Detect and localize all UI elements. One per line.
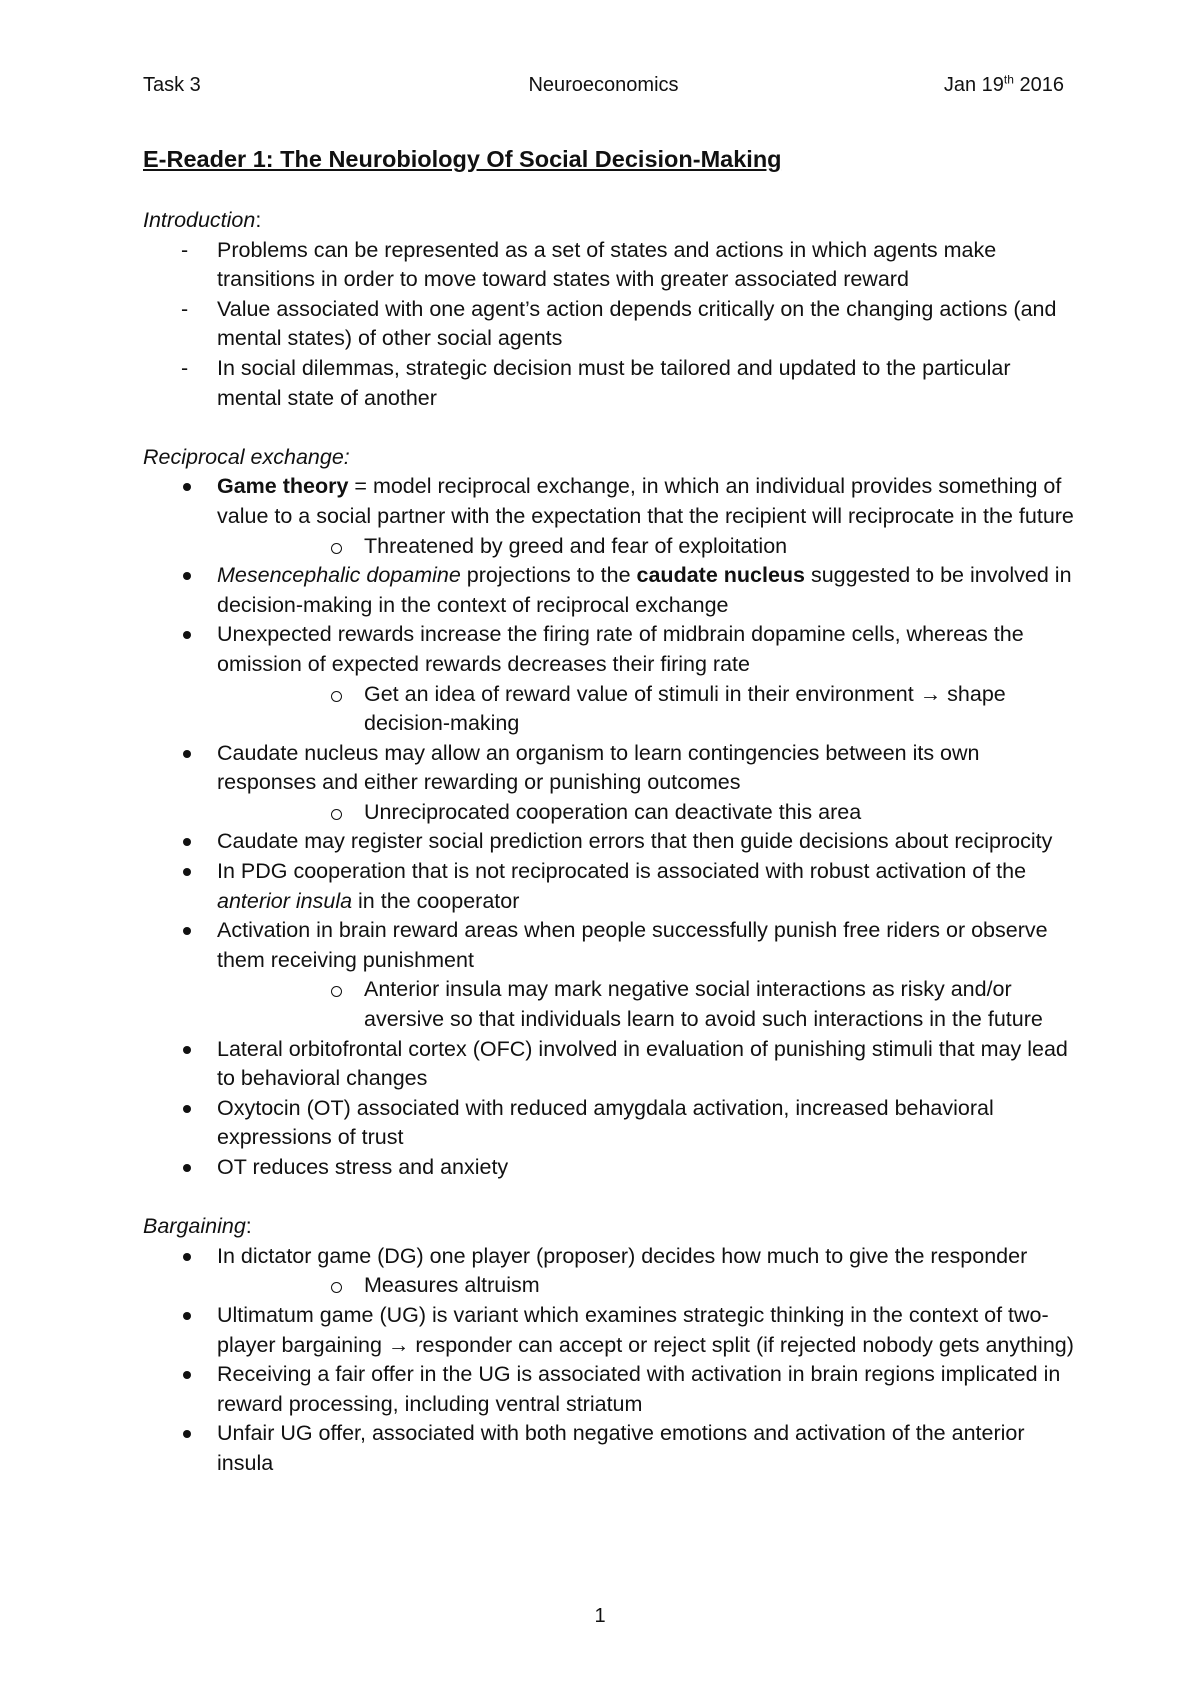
bullet-icon <box>183 927 191 935</box>
introduction-heading-colon: : <box>255 208 262 232</box>
sub-item-text: Get an idea of reward value of stimuli in their environment <box>364 681 920 706</box>
term-game-theory: Game theory <box>217 474 349 499</box>
list-item <box>143 916 1078 1034</box>
bullet-icon <box>183 1164 191 1172</box>
bullet-icon <box>183 750 191 758</box>
item-text: OT reduces stress and anxiety <box>217 1155 509 1179</box>
term-mesencephalic-dopamine: Mesencephalic dopamine <box>217 563 461 588</box>
introduction-list <box>143 236 1078 414</box>
sub-bullet-icon <box>331 691 342 702</box>
list-item <box>143 1094 1078 1153</box>
item-text: Caudate may register social prediction errors that then guide decisions about reciprocity <box>217 829 1053 854</box>
list-item <box>143 1301 1078 1360</box>
section-heading <box>143 206 1078 236</box>
section-introduction <box>143 206 1078 413</box>
section-reciprocal-exchange <box>143 443 1078 1183</box>
item-text: Receiving a fair offer in the UG is associated with activation in brain regions implicated in reward processing, including ventral striatum <box>217 1362 1061 1416</box>
list-item <box>143 1360 1078 1419</box>
reciprocal-heading: Reciprocal exchange: <box>143 444 350 469</box>
item-text: suggested to be involved in decision-making in the context of reciprocal exchange <box>217 563 1072 617</box>
bullet-icon <box>183 1105 191 1113</box>
bargaining-heading: Bargaining <box>143 1214 246 1239</box>
term-caudate-nucleus: caudate nucleus <box>636 563 805 588</box>
header-course: Neuroeconomics <box>528 74 679 96</box>
sub-list-item <box>217 975 1078 1034</box>
bullet-icon <box>183 868 191 876</box>
arrow-right-icon: → <box>919 681 942 706</box>
page-title: E-Reader 1: The Neurobiology Of Social Decision-Making <box>143 146 782 172</box>
item-text: Unexpected rewards increase the firing rate of midbrain dopamine cells, whereas the omission of expected rewards decreases their firing rate <box>217 622 1024 676</box>
sub-list-item <box>217 1271 1078 1301</box>
item-text: Lateral orbitofrontal cortex (OFC) involved in evaluation of punishing stimuli that may lead to behavioral changes <box>217 1036 1068 1091</box>
sub-list <box>217 532 1078 562</box>
list-item <box>143 354 1078 413</box>
bullet-icon <box>183 1312 191 1320</box>
item-text: Caudate nucleus may allow an organism to learn contingencies between its own responses and either rewarding or punishing outcomes <box>217 740 980 795</box>
page-header <box>143 74 1064 104</box>
item-text: Ultimatum game (UG) is variant which examines strategic thinking in the context of two-player bargaining <box>217 1302 1049 1357</box>
list-item <box>143 295 1078 354</box>
sub-list-item <box>217 680 1078 739</box>
section-bargaining <box>143 1212 1078 1478</box>
sub-bullet-icon <box>331 1282 342 1293</box>
item-text: Value associated with one agent’s action depends critically on the changing actions (and mental states) of other social agents <box>217 296 1057 351</box>
header-date-suffix: 2016 <box>1013 74 1064 96</box>
document-body <box>143 206 1078 1508</box>
introduction-heading: Introduction <box>143 208 256 232</box>
section-heading <box>143 1212 1078 1242</box>
item-text: In social dilemmas, strategic decision must be tailored and updated to the particular mental state of another <box>217 355 1011 410</box>
sub-item-text: Unreciprocated cooperation can deactivate this area <box>364 799 862 824</box>
sub-bullet-icon <box>331 543 342 554</box>
sub-bullet-icon <box>331 809 342 820</box>
header-task: Task 3 <box>143 74 201 96</box>
header-date-sup: th <box>1003 72 1014 87</box>
list-item <box>143 620 1078 738</box>
list-item <box>143 1419 1078 1478</box>
bullet-icon <box>183 838 191 846</box>
sub-item-text: Threatened by greed and fear of exploitation <box>364 533 788 558</box>
list-item <box>143 472 1078 561</box>
list-item <box>143 827 1078 857</box>
item-text: Problems can be represented as a set of states and actions in which agents make transitions in order to move toward states with greater associated reward <box>217 237 997 292</box>
item-text: Oxytocin (OT) associated with reduced amygdala activation, increased behavioral expressions of trust <box>217 1095 994 1150</box>
sub-list-item <box>217 532 1078 562</box>
bullet-icon <box>183 572 191 580</box>
sub-list <box>217 798 1078 828</box>
header-date <box>944 74 1064 97</box>
header-date-prefix: Jan 19 <box>943 74 1004 96</box>
list-item <box>143 236 1078 295</box>
page-number: 1 <box>594 1605 606 1627</box>
sub-list <box>217 975 1078 1034</box>
sub-list <box>217 1271 1078 1301</box>
list-item <box>143 1035 1078 1094</box>
bargaining-list <box>143 1242 1078 1479</box>
sub-item-text: shape decision-making <box>364 681 1006 736</box>
sub-bullet-icon <box>331 986 342 997</box>
bargaining-heading-colon: : <box>245 1214 252 1239</box>
list-item <box>143 857 1078 916</box>
term-anterior-insula: anterior insula <box>217 888 353 913</box>
sub-item-text: Anterior insula may mark negative social interactions as risky and/or aversive so that individuals learn to avoid such interactions in the future <box>364 977 1043 1032</box>
arrow-right-icon: → <box>387 1332 410 1357</box>
dash-marker: - <box>181 296 189 321</box>
sub-list <box>217 680 1078 739</box>
bullet-icon <box>183 483 191 491</box>
list-item <box>143 1242 1078 1301</box>
item-text: In dictator game (DG) one player (proposer) decides how much to give the responder <box>217 1243 1028 1268</box>
bullet-icon <box>183 631 191 639</box>
sub-item-text: Measures altruism <box>364 1273 540 1298</box>
list-item <box>143 561 1078 620</box>
list-item <box>143 1153 1078 1183</box>
bullet-icon <box>183 1046 191 1054</box>
item-text: Unfair UG offer, associated with both negative emotions and activation of the anterior insula <box>217 1421 1025 1475</box>
item-text: responder can accept or reject split (if rejected nobody gets anything) <box>409 1332 1074 1357</box>
item-text: = model reciprocal exchange, in which an individual provides something of value to a social partner with the expectation that the recipient will reciprocate in the future <box>217 474 1074 528</box>
list-item <box>143 739 1078 828</box>
sub-list-item <box>217 798 1078 828</box>
dash-marker: - <box>181 237 189 262</box>
bullet-icon <box>183 1430 191 1438</box>
bullet-icon <box>183 1253 191 1261</box>
item-text: In PDG cooperation that is not reciprocated is associated with robust activation of the <box>217 859 1027 884</box>
item-text: projections to the <box>460 563 637 588</box>
reciprocal-list <box>143 472 1078 1182</box>
bullet-icon <box>183 1371 191 1379</box>
item-text: Activation in brain reward areas when people successfully punish free riders or observe them receiving punishment <box>217 918 1048 972</box>
dash-marker: - <box>181 355 189 380</box>
item-text: in the cooperator <box>352 888 520 913</box>
